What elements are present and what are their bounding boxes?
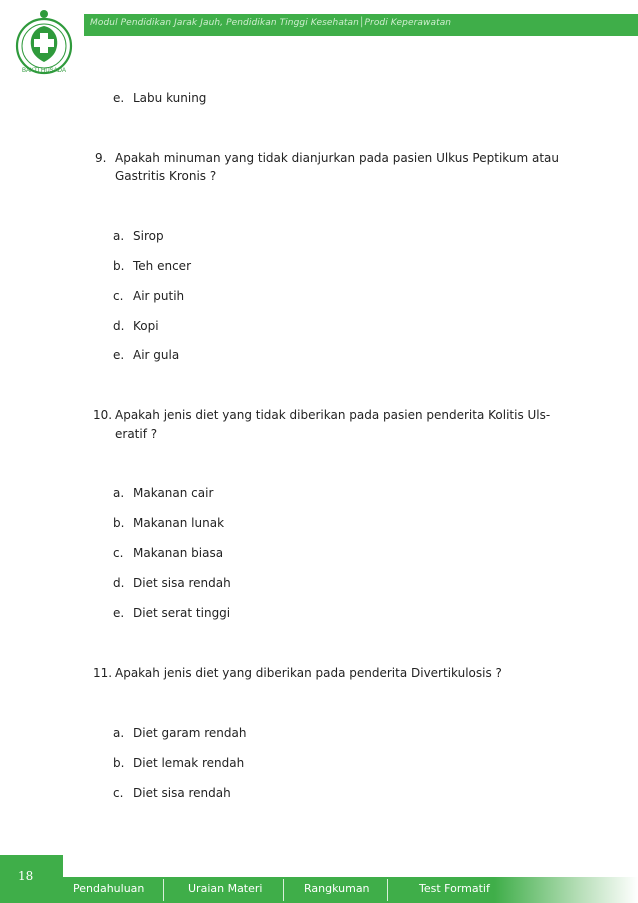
option-text: Labu kuning <box>133 91 207 105</box>
option-text: Air putih <box>133 289 185 303</box>
bakti-husada-logo <box>12 6 76 80</box>
question-text-line: Apakah jenis diet yang tidak diberikan pada pasien penderita Kolitis Uls- <box>115 408 551 422</box>
option-letter: b. <box>113 756 125 770</box>
question-text-line: Gastritis Kronis ? <box>115 169 217 183</box>
footer-nav-test-formatif[interactable]: Test Formatif <box>419 882 490 895</box>
option-text: Diet serat tinggi <box>133 606 231 620</box>
option-text: Air gula <box>133 348 180 362</box>
footer-divider <box>283 879 284 901</box>
option-text: Sirop <box>133 229 164 243</box>
header-bar <box>84 14 638 36</box>
option-letter: b. <box>113 259 125 273</box>
question-number: 10. <box>93 408 113 422</box>
logo-text: BAKTI HUSADA <box>21 68 67 74</box>
option-text: Diet sisa rendah <box>133 576 231 590</box>
footer-divider <box>163 879 164 901</box>
option-letter: a. <box>113 486 125 500</box>
header-text: Modul Pendidikan Jarak Jauh, Pendidikan Tinggi Kesehatan│Prodi Keperawatan <box>90 18 452 28</box>
option-letter: a. <box>113 229 125 243</box>
option-text: Diet garam rendah <box>133 726 247 740</box>
option-letter: d. <box>113 319 125 333</box>
footer-nav-uraian-materi[interactable]: Uraian Materi <box>188 882 263 895</box>
option-letter: c. <box>113 546 124 560</box>
option-letter: e. <box>113 606 125 620</box>
option-text: Teh encer <box>133 259 191 273</box>
footer-nav-rangkuman[interactable]: Rangkuman <box>304 882 370 895</box>
question-text-line: Apakah jenis diet yang diberikan pada penderita Divertikulosis ? <box>115 666 502 680</box>
question-number: 9. <box>95 151 107 165</box>
option-text: Makanan biasa <box>133 546 224 560</box>
option-text: Makanan cair <box>133 486 214 500</box>
question-number: 11. <box>93 666 113 680</box>
option-letter: b. <box>113 516 125 530</box>
option-text: Diet sisa rendah <box>133 786 231 800</box>
option-letter: d. <box>113 576 125 590</box>
question-text-line: Apakah minuman yang tidak dianjurkan pada pasien Ulkus Peptikum atau <box>115 151 559 165</box>
option-letter: a. <box>113 726 125 740</box>
footer-nav-pendahuluan[interactable]: Pendahuluan <box>73 882 145 895</box>
option-text: Makanan lunak <box>133 516 225 530</box>
option-text: Kopi <box>133 319 159 333</box>
option-letter: c. <box>113 289 124 303</box>
option-letter: e. <box>113 348 125 362</box>
page-number: 18 <box>18 869 34 883</box>
option-letter: c. <box>113 786 124 800</box>
question-text-line: eratif ? <box>115 427 158 441</box>
footer-divider <box>387 879 388 901</box>
page-number-tab <box>0 855 63 903</box>
option-text: Diet lemak rendah <box>133 756 245 770</box>
option-letter: e. <box>113 91 125 105</box>
